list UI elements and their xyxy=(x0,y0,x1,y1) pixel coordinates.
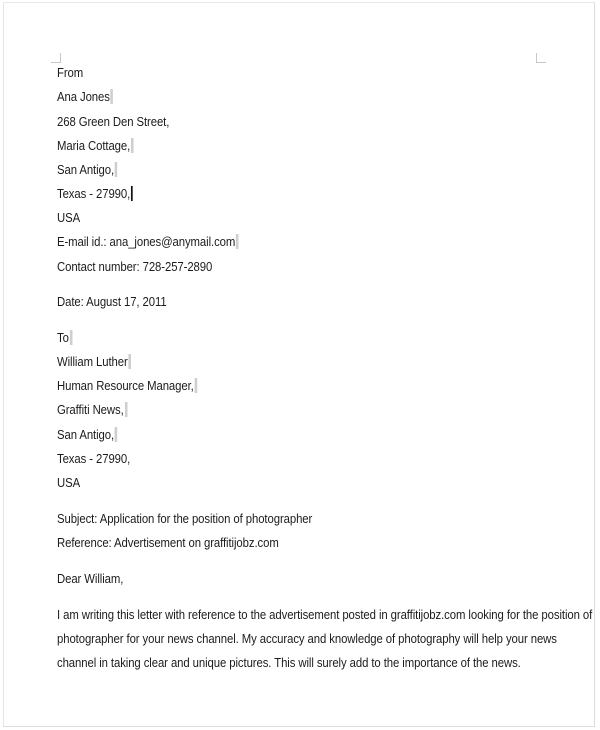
sender-city-text: San Antigo, xyxy=(57,162,115,177)
recipient-country[interactable] xyxy=(57,474,80,492)
letter-date[interactable] xyxy=(57,293,167,311)
recipient-title[interactable] xyxy=(57,377,197,395)
body-paragraph-text: I am writing this letter with reference to the advertisement posted in graffitijobz.com looking for the position of xyxy=(57,607,593,622)
sender-locality[interactable] xyxy=(57,137,134,155)
recipient-country-text: USA xyxy=(57,475,81,490)
body-paragraph-text: channel in taking clear and unique pictures. This will surely add to the importance of the news. xyxy=(57,655,521,670)
reference-text: Reference: Advertisement on graffitijobz.com xyxy=(57,535,279,550)
sender-phone[interactable] xyxy=(57,258,212,276)
recipient-name-text: William Luther xyxy=(57,354,128,369)
sender-phone-text: Contact number: 728-257-2890 xyxy=(57,259,213,274)
sender-heading-text: From xyxy=(57,65,84,80)
recipient-state-zip[interactable] xyxy=(57,450,130,468)
field-marker xyxy=(115,162,118,177)
sender-state-zip-text: Texas - 27990, xyxy=(57,186,131,201)
sender-name[interactable] xyxy=(57,88,113,106)
sender-street-text: 268 Green Den Street, xyxy=(57,114,170,129)
margin-corner-mark-top-left xyxy=(51,53,61,63)
recipient-title-text: Human Resource Manager, xyxy=(57,378,194,393)
sender-street[interactable] xyxy=(57,113,169,131)
field-marker xyxy=(236,234,239,249)
recipient-heading[interactable] xyxy=(57,329,72,347)
recipient-heading-text: To xyxy=(57,330,69,345)
recipient-name[interactable] xyxy=(57,353,131,371)
body-paragraph-line[interactable] xyxy=(57,606,592,624)
recipient-city-text: San Antigo, xyxy=(57,427,115,442)
salutation-text: Dear William, xyxy=(57,571,124,586)
body-paragraph-line[interactable] xyxy=(57,654,521,672)
sender-locality-text: Maria Cottage, xyxy=(57,138,131,153)
field-marker xyxy=(115,427,118,442)
sender-heading[interactable] xyxy=(57,64,83,82)
sender-city[interactable] xyxy=(57,161,118,179)
field-marker xyxy=(70,330,73,345)
letter-date-text: Date: August 17, 2011 xyxy=(57,294,167,309)
sender-country[interactable] xyxy=(57,209,80,227)
margin-corner-mark-top-right xyxy=(536,53,546,63)
subject-text: Subject: Application for the position of photographer xyxy=(57,511,313,526)
sender-country-text: USA xyxy=(57,210,81,225)
text-cursor xyxy=(131,186,133,201)
field-marker xyxy=(125,402,128,417)
salutation[interactable] xyxy=(57,570,123,588)
body-paragraph-text: photographer for your news channel. My accuracy and knowledge of photography will help your news xyxy=(57,631,557,646)
subject-line[interactable] xyxy=(57,510,312,528)
field-marker xyxy=(131,138,134,153)
field-marker xyxy=(129,354,132,369)
recipient-company[interactable] xyxy=(57,401,127,419)
sender-email-text: E-mail id.: ana_jones@anymail.com xyxy=(57,234,236,249)
recipient-company-text: Graffiti News, xyxy=(57,402,124,417)
sender-email[interactable] xyxy=(57,233,239,251)
sender-name-text: Ana Jones xyxy=(57,89,110,104)
field-marker xyxy=(111,89,114,104)
recipient-city[interactable] xyxy=(57,426,118,444)
reference-line[interactable] xyxy=(57,534,279,552)
sender-state-zip[interactable] xyxy=(57,185,133,203)
recipient-state-zip-text: Texas - 27990, xyxy=(57,451,131,466)
body-paragraph-line[interactable] xyxy=(57,630,557,648)
field-marker xyxy=(195,378,198,393)
